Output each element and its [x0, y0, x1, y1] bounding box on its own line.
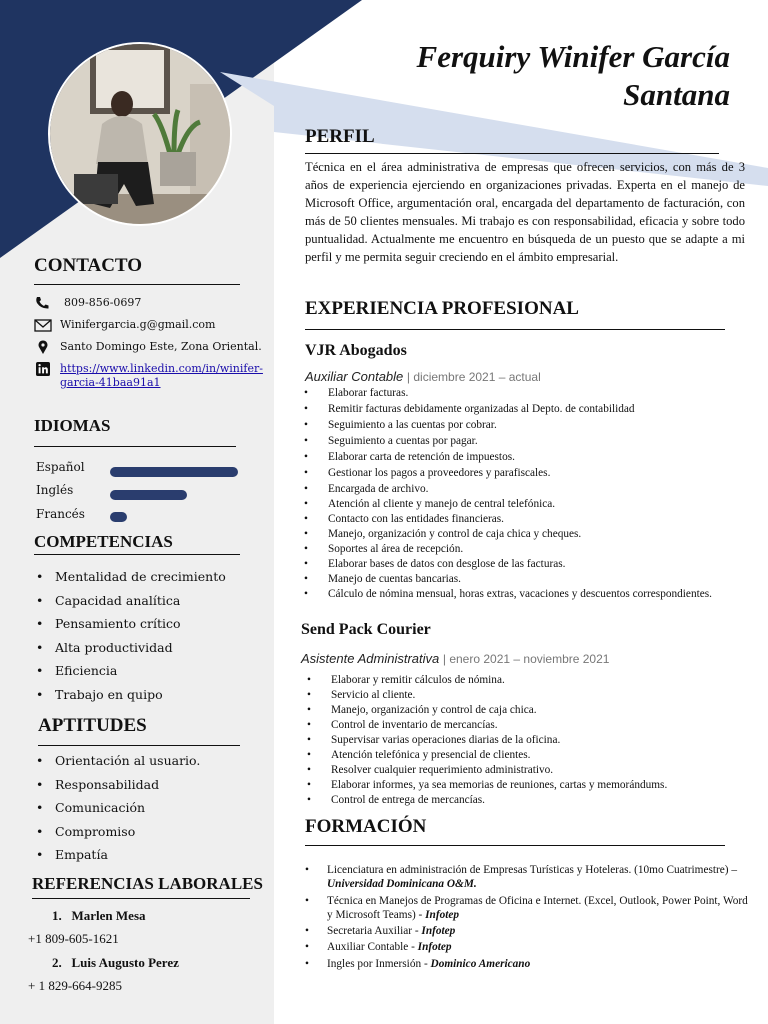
formacion-item: • Licenciatura en administración de Empresas Turísticas y Hoteleras. (10mo Cuatrimestre) – Universidad Dominicana O&M.: [305, 863, 755, 892]
language-bar-english: [110, 490, 187, 500]
languages-rule: [34, 446, 236, 447]
formacion-item: • Secretaria Auxiliar - Infotep: [305, 924, 755, 938]
competencia-item: • Trabajo en quipo: [36, 685, 226, 709]
contact-rule: [34, 284, 240, 285]
job-task-list: [302, 386, 722, 601]
linkedin-icon: [34, 362, 52, 376]
formacion-item: • Ingles por Inmersión - Dominico Americano: [305, 957, 755, 971]
reference-phone: + 1 829-664-9285: [28, 978, 122, 993]
references-heading: REFERENCIAS LABORALES: [32, 874, 263, 893]
mail-icon: [34, 318, 52, 332]
reference-phone: +1 809-605-1621: [28, 931, 119, 946]
aptitudes-rule: [38, 745, 240, 746]
job-task: • Seguimiento a cuentas por pagar.: [302, 434, 722, 448]
competencias-heading: COMPETENCIAS: [34, 532, 173, 551]
linkedin-link[interactable]: https://www.linkedin.com/in/winifer-garcia-41baa91a1: [60, 362, 263, 389]
job-task: • Atención telefónica y presencial de clientes.: [305, 748, 755, 763]
contact-phone: [34, 296, 141, 310]
job-task: • Contacto con las entidades financieras.: [302, 512, 722, 526]
job-role: Asistente Administrativa | enero 2021 – noviembre 2021: [301, 651, 610, 666]
job-task: • Servicio al cliente.: [305, 688, 755, 703]
job-task: • Resolver cualquier requerimiento administrativo.: [305, 763, 755, 778]
contact-heading: CONTACTO: [34, 255, 143, 276]
job-task: • Manejo, organización y control de caja chica y cheques.: [302, 527, 722, 541]
language-bar-spanish: [110, 467, 238, 477]
job-task: • Elaborar facturas.: [302, 386, 722, 400]
aptitud-item: • Responsabilidad: [36, 775, 200, 799]
job-task: • Elaborar bases de datos con desglose de las facturas.: [302, 557, 722, 571]
job-task: • Control de entrega de mercancías.: [305, 793, 755, 808]
job-task-list: [305, 673, 755, 808]
job-role: Auxiliar Contable | diciembre 2021 – actual: [305, 369, 541, 384]
email-text: Winifergarcia.g@gmail.com: [60, 318, 216, 331]
competencia-item: • Alta productividad: [36, 638, 226, 662]
language-bar-french: [110, 512, 127, 522]
contact-email: [34, 318, 215, 332]
references-rule: [32, 898, 250, 899]
formacion-list: [305, 863, 755, 973]
location-pin-icon: [34, 340, 52, 354]
competencia-item: • Mentalidad de crecimiento: [36, 567, 226, 591]
language-label-french: Francés: [36, 507, 85, 521]
aptitudes-list: [36, 751, 200, 869]
perfil-text: Técnica en el área administrativa de empresas que ofrecen servicios, con más de 3 años de experiencia ejerciendo en organizaciones privadas. Experta en el manejo de Microsoft Office, argumentación oral, encargada del departamento de facturación, con más de 50 clientes mensuales. Mi trabajo es con responsabilidad, eficacia y sobre todo puntualidad. Actualmente me encuentro en búsqueda de un puesto que se adapte a mi perfil y me permita seguir creciendo en el ámbito empresarial.: [305, 160, 745, 264]
language-label-english: Inglés: [36, 483, 74, 497]
job-task: • Control de inventario de mercancías.: [305, 718, 755, 733]
aptitudes-heading: APTITUDES: [38, 715, 147, 736]
job-company: VJR Abogados: [305, 342, 407, 359]
job-task: • Elaborar carta de retención de impuestos.: [302, 450, 722, 464]
job-task: • Supervisar varias operaciones diarias de la oficina.: [305, 733, 755, 748]
job-task: • Seguimiento a las cuentas por cobrar.: [302, 418, 722, 432]
job-task: • Manejo de cuentas bancarias.: [302, 572, 722, 586]
reference-name: 2. Luis Augusto Perez: [52, 955, 179, 970]
candidate-name: Ferquiry Winifer García Santana: [416, 39, 730, 112]
contact-linkedin: [34, 362, 278, 390]
job-dates: | diciembre 2021 – actual: [406, 370, 541, 384]
aptitud-item: • Compromiso: [36, 822, 200, 846]
job-task: • Soportes al área de recepción.: [302, 542, 722, 556]
address-text: Santo Domingo Este, Zona Oriental.: [60, 340, 262, 353]
phone-icon: [34, 296, 52, 310]
competencia-item: • Pensamiento crítico: [36, 614, 226, 638]
job-task: • Manejo, organización y control de caja chica.: [305, 703, 755, 718]
job-task: • Gestionar los pagos a proveedores y parafiscales.: [302, 466, 722, 480]
reference-name: 1. Marlen Mesa: [52, 908, 146, 923]
job-dates: | enero 2021 – noviembre 2021: [442, 652, 610, 666]
perfil-heading: PERFIL: [305, 126, 375, 147]
job-task: • Encargada de archivo.: [302, 482, 722, 496]
job-company: Send Pack Courier: [301, 621, 431, 638]
aptitud-item: • Orientación al usuario.: [36, 751, 200, 775]
competencia-item: • Capacidad analítica: [36, 591, 226, 615]
formacion-rule: [305, 845, 725, 846]
aptitud-item: • Empatía: [36, 845, 200, 869]
job-task: • Elaborar informes, ya sea memorias de reuniones, cartas y memorándums.: [305, 778, 755, 793]
language-label-spanish: Español: [36, 460, 85, 474]
competencias-list: [36, 567, 226, 709]
formacion-item: • Técnica en Manejos de Programas de Oficina e Internet. (Excel, Outlook, Power Point, Word y Microsoft Teams) - Infotep: [305, 894, 755, 923]
job-task: • Cálculo de nómina mensual, horas extras, vacaciones y descuentos correspondientes.: [302, 587, 722, 601]
perfil-rule: [305, 153, 719, 154]
profile-photo: [48, 42, 232, 226]
experience-rule: [305, 329, 725, 330]
phone-text: 809-856-0697: [64, 296, 142, 309]
aptitud-item: • Comunicación: [36, 798, 200, 822]
contact-address: [34, 340, 262, 354]
formacion-heading: FORMACIÓN: [305, 816, 427, 837]
job-task: • Atención al cliente y manejo de central telefónica.: [302, 497, 722, 511]
languages-heading: IDIOMAS: [34, 416, 111, 435]
formacion-item: • Auxiliar Contable - Infotep: [305, 940, 755, 954]
experience-heading: EXPERIENCIA PROFESIONAL: [305, 298, 579, 319]
job-task: • Elaborar y remitir cálculos de nómina.: [305, 673, 755, 688]
competencia-item: • Eficiencia: [36, 661, 226, 685]
competencias-rule: [34, 554, 240, 555]
job-task: • Remitir facturas debidamente organizadas al Depto. de contabilidad: [302, 402, 722, 416]
